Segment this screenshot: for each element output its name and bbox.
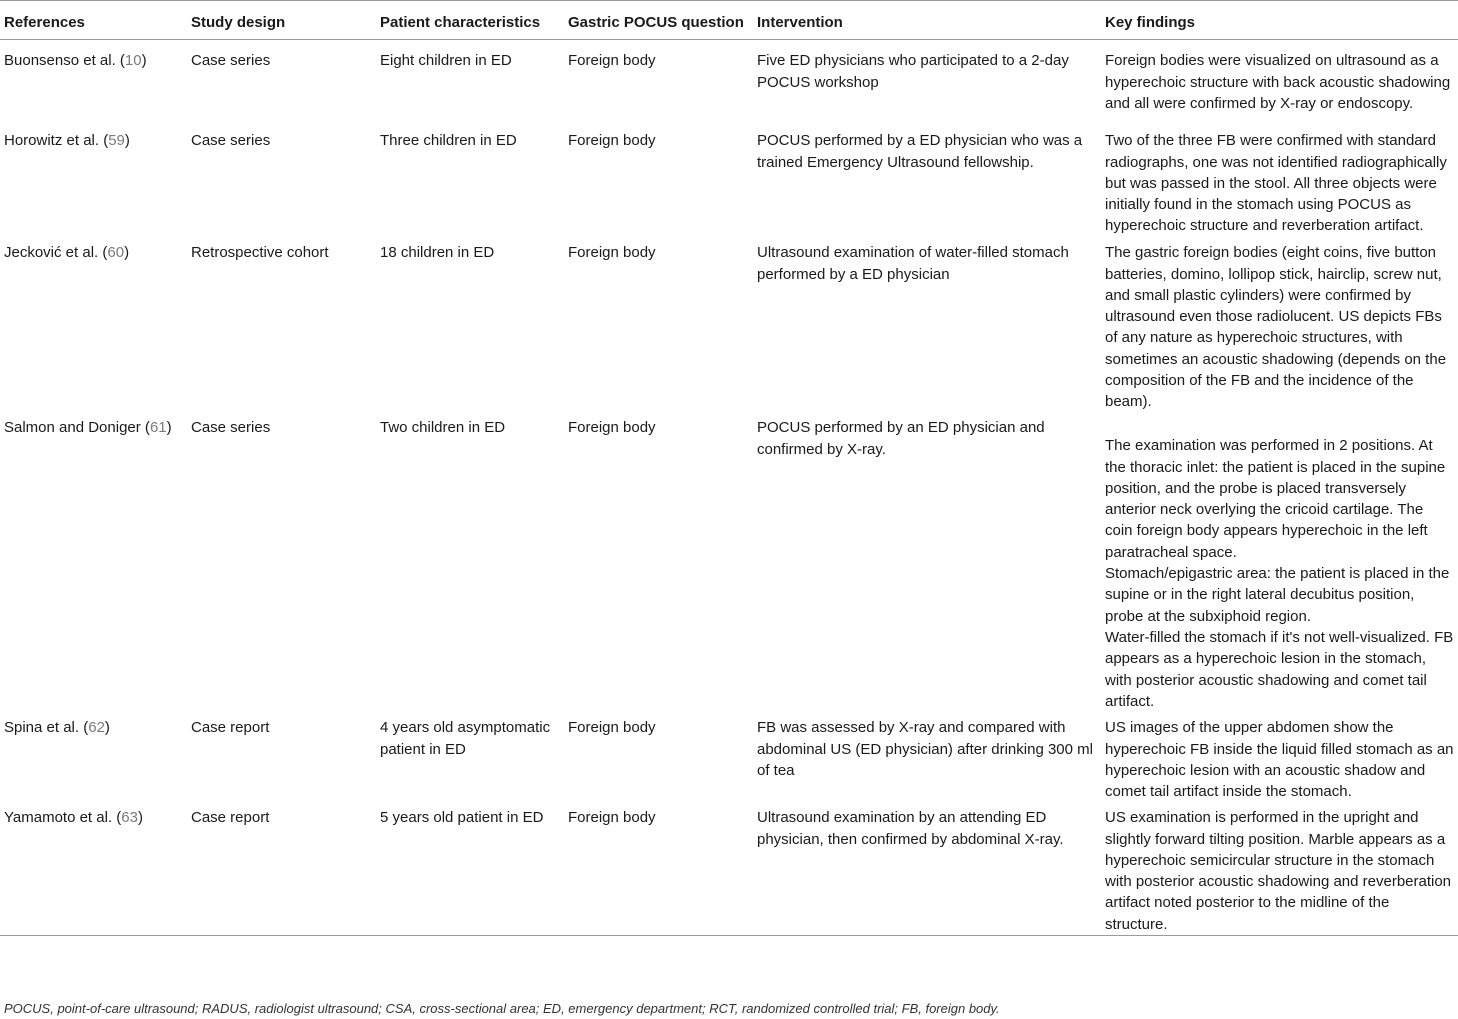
reference-name: Horowitz et al. [4,132,100,150]
reference-link[interactable]: 60 [107,244,125,262]
header-key-findings: Key findings [1105,14,1196,31]
reference-cell: Salmon and Doniger (61) [4,419,172,437]
intervention-cell: Ultrasound examination by an attending ED physician, then confirmed by abdominal X-ray. [757,809,1064,848]
reference-cell: Spina et al. (62) [4,719,110,737]
reference-name: Yamamoto et al. [4,809,113,827]
patients-cell: 18 children in ED [380,244,495,262]
findings-paragraph: The examination was performed in 2 positions. At the thoracic inlet: the patient is placed in the supine position, and the probe is placed transversely anterior neck overlying the cricoid cartilage. The coin foreign body appears hyperechoic in the left paratracheal space. [1105,437,1446,561]
findings-cell: The gastric foreign bodies (eight coins, five button batteries, domino, lollipop stick, hairclip, screw nut, and small plastic cylinders) were confirmed by ultrasound even those radiolucent. US depicts FBs of any nature as hyperechoic structures, with sometimes an acoustic shadowing (depends on the composition of the FB and the incidence of the beam). [1105,244,1447,411]
findings-cell: Two of the three FB were confirmed with standard radiographs, one was not identified radiographically but was passed in the stool. All three objects were initially found in the stomach using POCUS as hyperechoic structure and reverberation artifact. [1105,132,1447,235]
table-row [0,40,1458,131]
intervention-cell: POCUS performed by an ED physician and confirmed by X-ray. [757,419,1045,458]
findings-paragraph: Water-filled the stomach if it's not well-visualized. FB appears as a hyperechoic lesion in the stomach, with posterior acoustic shadowing and comet tail artifact. [1105,628,1454,710]
header-intervention: Intervention [757,14,843,31]
reference-cell: Jecković et al. (60) [4,244,130,262]
header-patient-characteristics: Patient characteristics [380,14,541,31]
study-design-cell: Case series [191,419,271,437]
table-footnote: POCUS, point-of-care ultrasound; RADUS, radiologist ultrasound; CSA, cross-sectional area; ED, emergency department; RCT, randomized controlled trial; FB, foreign body. [4,1001,1000,1016]
table-row [0,807,1458,936]
intervention-cell: Five ED physicians who participated to a 2-day POCUS workshop [757,52,1069,91]
reference-link[interactable]: 61 [149,419,167,437]
patients-cell: Eight children in ED [380,52,512,70]
table-row [0,242,1458,417]
question-cell: Foreign body [568,809,656,827]
study-design-cell: Case report [191,719,270,737]
table-row [0,417,1458,717]
header-study-design: Study design [191,14,286,31]
findings-cell [1101,417,1458,717]
reference-cell: Yamamoto et al. (63) [4,809,143,827]
question-cell: Foreign body [568,132,656,150]
reference-cell: Horowitz et al. (59) [4,132,130,150]
patients-cell: Two children in ED [380,419,506,437]
patients-cell: 5 years old patient in ED [380,809,544,827]
reference-name: Buonsenso et al. [4,52,116,70]
study-design-cell: Case series [191,52,271,70]
question-cell: Foreign body [568,244,656,262]
intervention-cell: POCUS performed by a ED physician who was a trained Emergency Ultrasound fellowship. [757,132,1083,171]
header-row [0,1,1458,40]
question-cell: Foreign body [568,52,656,70]
table-row [0,717,1458,807]
header-references: References [4,14,85,31]
reference-name: Salmon and Doniger [4,419,141,437]
study-design-cell: Case report [191,809,270,827]
patients-cell: 4 years old asymptomatic patient in ED [380,719,551,758]
intervention-cell: FB was assessed by X-ray and compared with abdominal US (ED physician) after drinking 300 ml of tea [757,719,1093,779]
question-cell: Foreign body [568,719,656,737]
findings-cell: US examination is performed in the upright and slightly forward tilting position. Marble appears as a hyperechoic semicircular structure in the stomach with posterior acoustic shadowing and reverberation artifact noted posterior to the midline of the structure. [1105,809,1452,933]
header-gastric-question: Gastric POCUS question [568,14,744,31]
patients-cell: Three children in ED [380,132,517,150]
table-body [0,40,1458,936]
table-header [0,1,1458,40]
reference-name: Spina et al. [4,719,80,737]
study-design-cell: Retrospective cohort [191,244,329,262]
reference-name: Jecković et al. [4,244,99,262]
reference-link[interactable]: 63 [121,809,138,827]
reference-link[interactable]: 62 [88,719,105,737]
findings-cell: US images of the upper abdomen show the hyperechoic FB inside the liquid filled stomach as an hyperechoic lesion with an acoustic shadow and comet tail artifact inside the stomach. [1105,719,1454,801]
reference-cell: Buonsenso et al. (10) [4,52,147,70]
question-cell: Foreign body [568,419,656,437]
findings-cell: Foreign bodies were visualized on ultrasound as a hyperechoic structure with back acoustic shadowing and all were confirmed by X-ray or endoscopy. [1105,52,1451,112]
intervention-cell: Ultrasound examination of water-filled stomach performed by a ED physician [757,244,1069,283]
study-design-cell: Case series [191,132,271,150]
reference-link[interactable]: 59 [108,132,125,150]
table-row [0,130,1458,242]
reference-link[interactable]: 10 [124,52,142,70]
findings-paragraph: Stomach/epigastric area: the patient is placed in the supine or in the right lateral decubitus position, probe at the subxiphoid region. [1105,565,1450,625]
